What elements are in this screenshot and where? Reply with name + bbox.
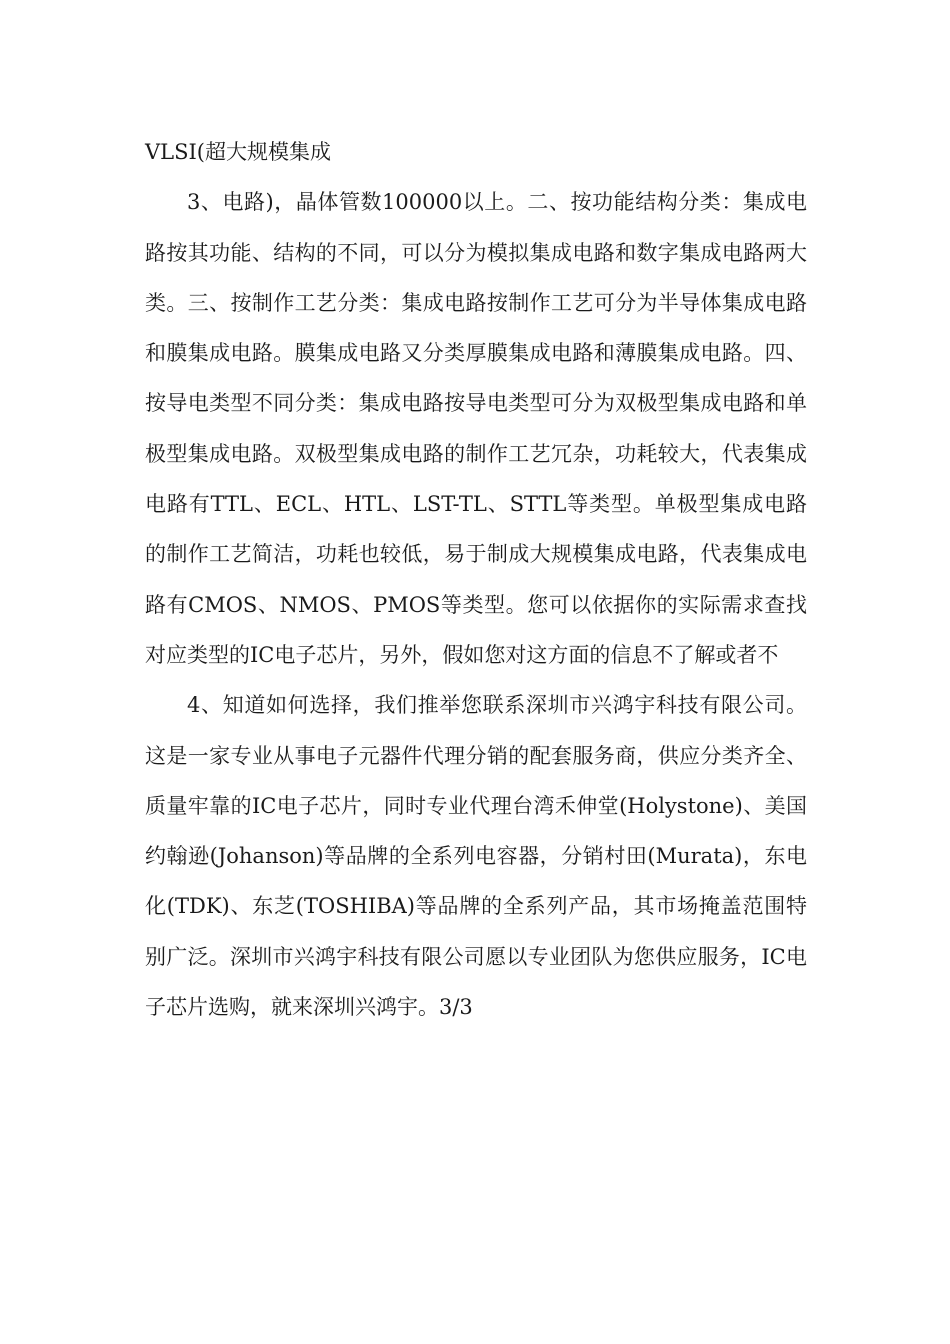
paragraph-classification: 3、电路)，晶体管数100000以上。二、按功能结构分类：集成电路按其功能、结构的不同，可以分为模拟集成电路和数字集成电路两大类。三、按制作工艺分类：集成电路按制作工艺可分为半导体集成电路和膜集成电路。膜集成电路又分类厚膜集成电路和薄膜集成电路。四、按导电类型不同分类：集成电路按导电类型可分为双极型集成电路和单极型集成电路。双极型集成电路的制作工艺冗杂，功耗较大，代表集成电路有TTL、ECL、HTL、LST-TL、STTL等类型。单极型集成电路的制作工艺简洁，功耗也较低，易于制成大规模集成电路，代表集成电路有CMOS、NMOS、PMOS等类型。您可以依据你的实际需求查找对应类型的IC电子芯片，另外，假如您对这方面的信息不了解或者不 <box>145 190 807 667</box>
paragraph-vlsi: VLSI(超大规模集成 <box>145 140 331 164</box>
paragraph-company: 4、知道如何选择，我们推举您联系深圳市兴鸿宇科技有限公司。这是一家专业从事电子元器件代理分销的配套服务商，供应分类齐全、质量牢靠的IC电子芯片，同时专业代理台湾禾伸堂(Holystone)、美国约翰逊(Johanson)等品牌的全系列电容器，分销村田(Murata)，东电化(TDK)、东芝(TOSHIBA)等品牌的全系列产品，其市场掩盖范围特别广泛。深圳市兴鸿宇科技有限公司愿以专业团队为您供应服务，IC电子芯片选购，就来深圳兴鸿宇。3/3 <box>145 693 807 1020</box>
document-body <box>145 127 807 1032</box>
